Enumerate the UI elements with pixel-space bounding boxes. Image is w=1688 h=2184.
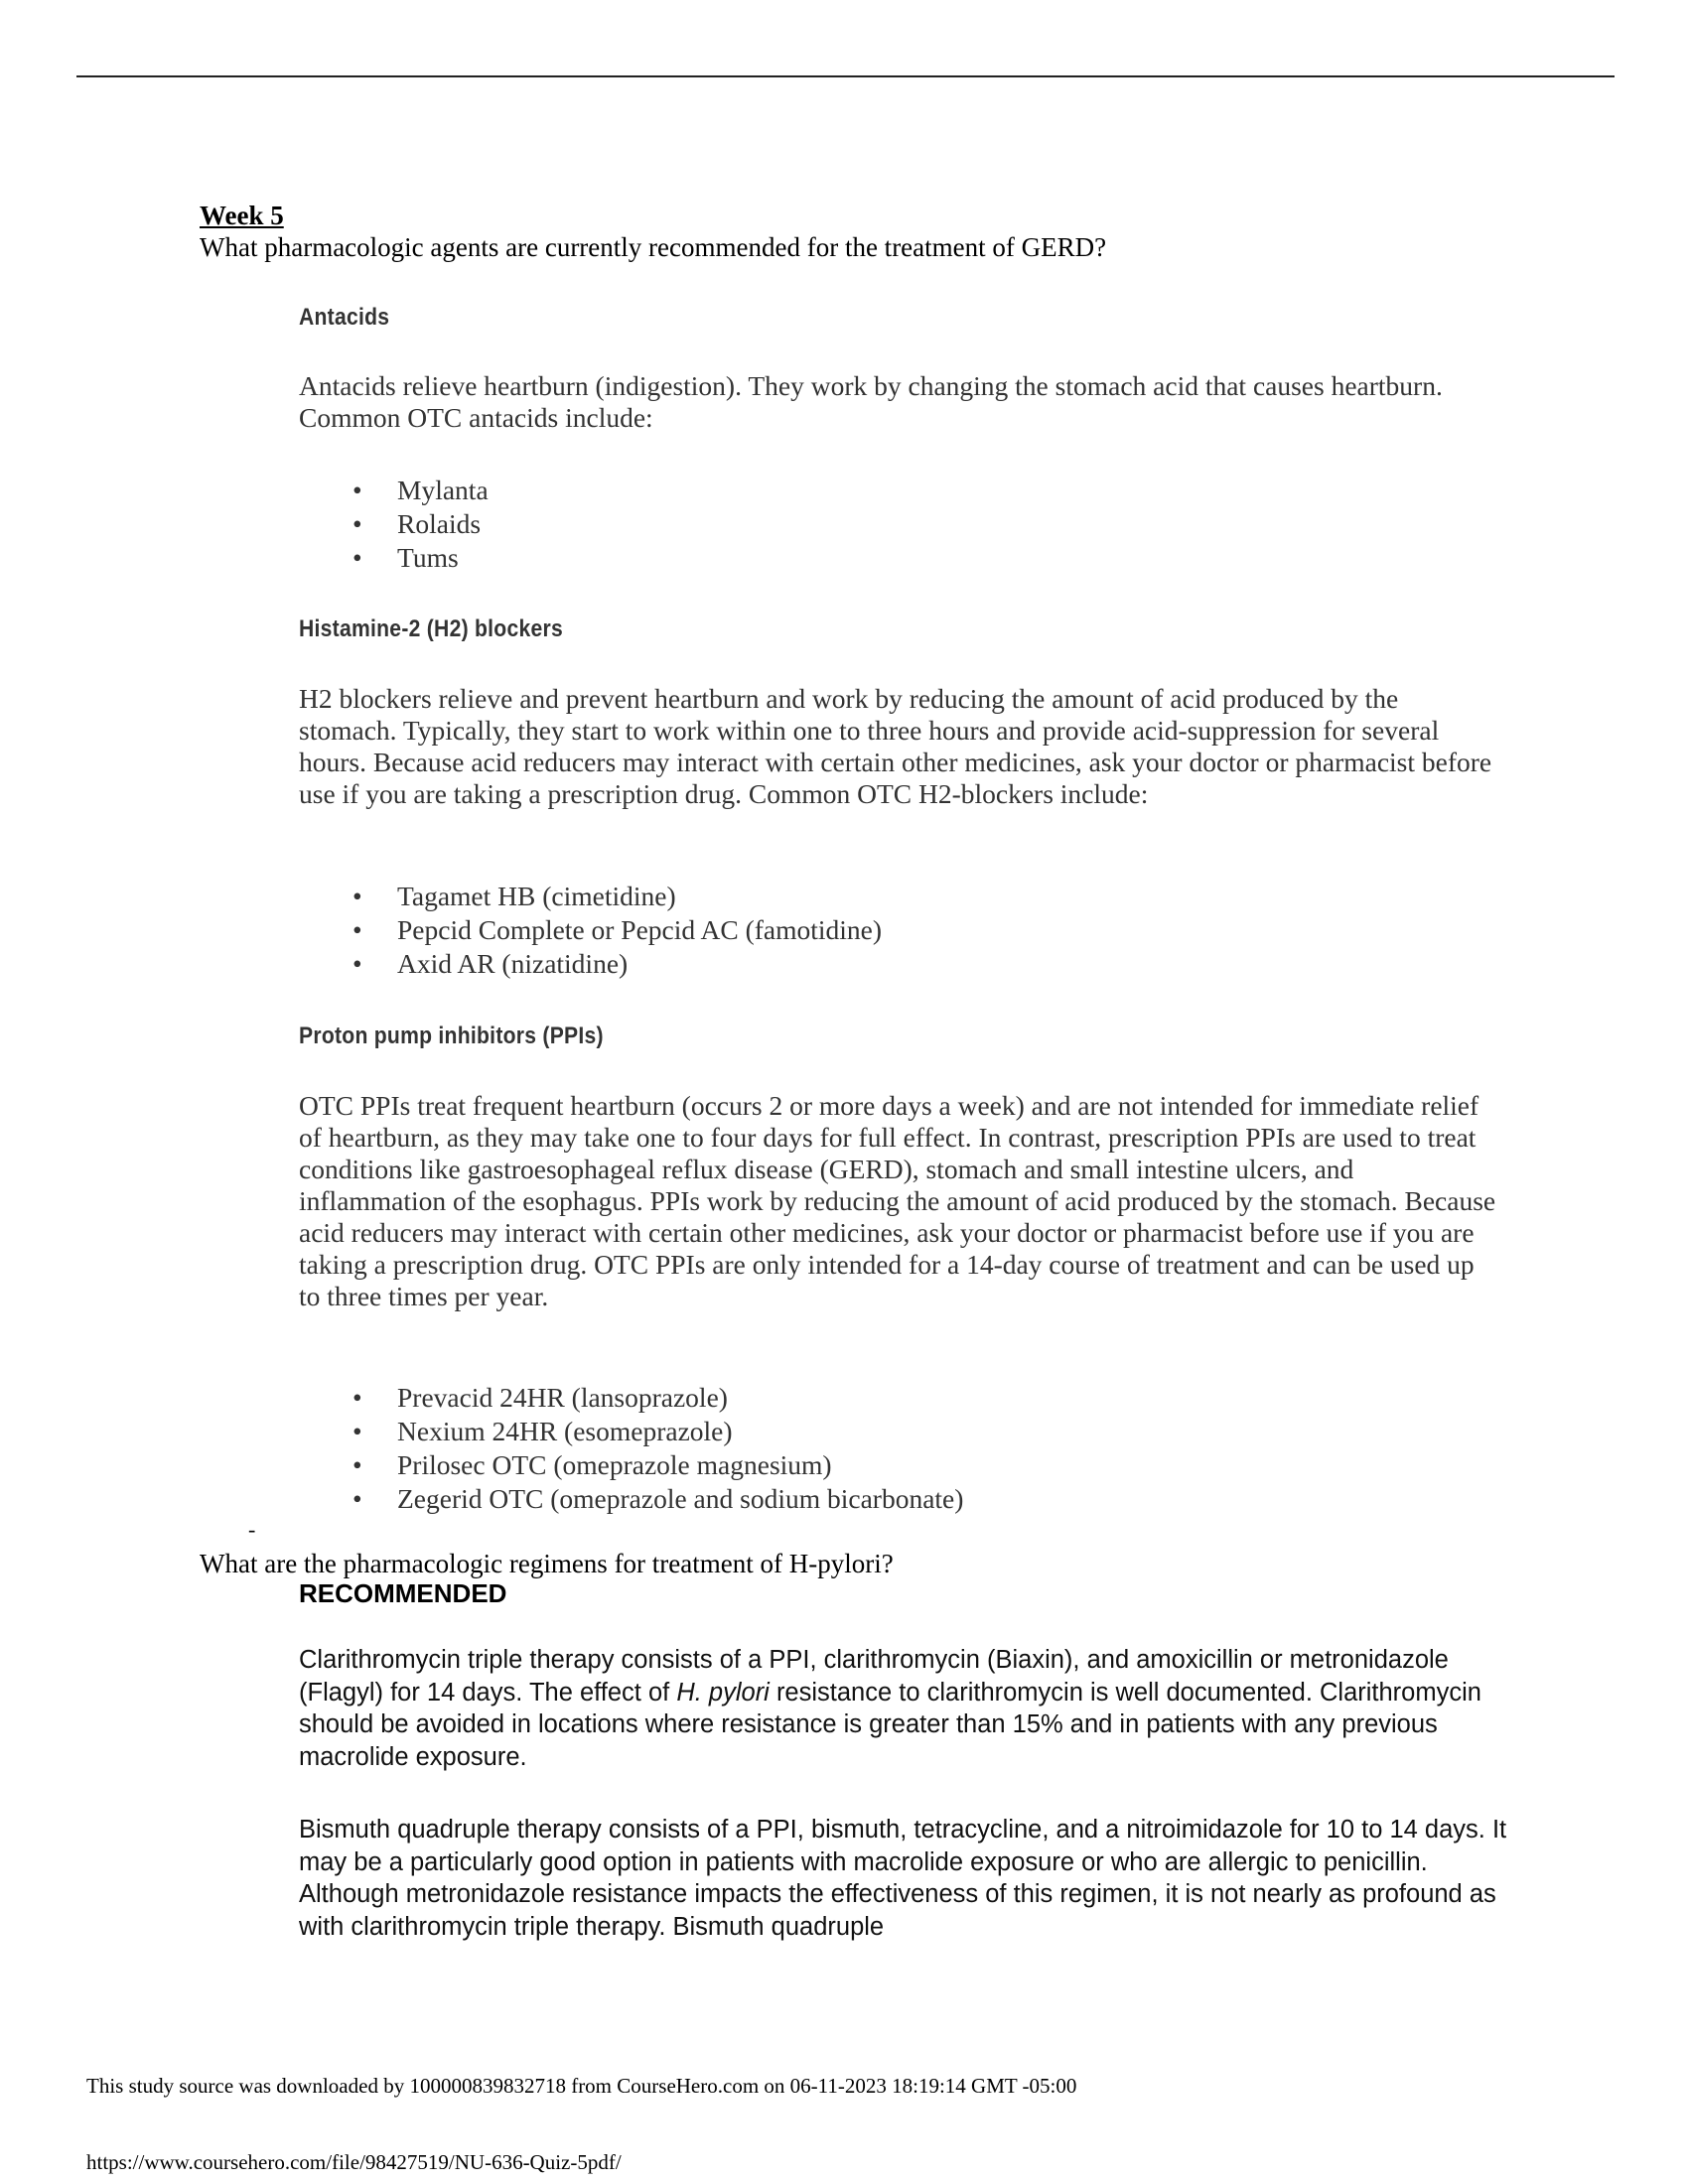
antacids-list: [299, 474, 489, 575]
list-item: [299, 947, 882, 981]
ppi-paragraph: OTC PPIs treat frequent heartburn (occurs 2 or more days a week) and are not intended for immediate relief of heartburn, as they may take one to four days for full effect. In contrast, prescription PPIs are used to treat conditions like gastroesophageal reflux disease (GERD), stomach and small intestine ulcers, and inflammation of the esophagus. PPIs work by reducing the amount of acid produced by the stomach. Because acid reducers may interact with certain other medicines, ask your doctor or pharmacist before use if you are taking a prescription drug. OTC PPIs are only intended for a 14-day course of treatment and can be used up to three times per year.: [299, 1090, 1496, 1311]
h-pylori-italic: H. pylori: [676, 1678, 770, 1706]
header-rule: [76, 75, 1615, 77]
question-h-pylori: What are the pharmacologic regimens for treatment of H-pylori?: [200, 1549, 894, 1578]
heading-antacids: Antacids: [299, 304, 390, 331]
bullet-icon: •: [352, 1449, 362, 1480]
heading-h2-blockers: Histamine-2 (H2) blockers: [299, 615, 563, 642]
list-item-text: Mylanta: [397, 475, 489, 505]
h2-list: [299, 880, 882, 981]
list-item: [299, 1415, 963, 1448]
bullet-icon: •: [352, 542, 362, 573]
list-item-text: Nexium 24HR (esomeprazole): [397, 1416, 733, 1446]
list-item: [299, 913, 882, 947]
h2-paragraph: H2 blockers relieve and prevent heartburn and work by reducing the amount of acid produced by the stomach. Typically, they start to work within one to three hours and provide acid-suppression for several hours. Because acid reducers may interact with certain other medicines, ask your doctor or pharmacist before use if you are taking a prescription drug. Common OTC H2-blockers include:: [299, 683, 1492, 809]
question-gerd: What pharmacologic agents are currently recommended for the treatment of GERD?: [200, 232, 1107, 262]
bullet-icon: •: [352, 475, 362, 505]
clarithromycin-paragraph: [299, 1644, 1510, 1774]
list-item-text: Prilosec OTC (omeprazole magnesium): [397, 1449, 832, 1480]
list-item-text: Axid AR (nizatidine): [397, 948, 629, 979]
list-item: [299, 1381, 963, 1415]
list-item: [299, 1448, 963, 1482]
recommended-heading: RECOMMENDED: [299, 1578, 507, 1608]
paragraph-text: resistance to clarithromycin is well documented. Clarithromycin should be avoided in locations where resistance is greater than 15% and in patients with any previous macrolide exposure.: [299, 1678, 1481, 1772]
bullet-icon: •: [352, 1483, 362, 1514]
list-item: [299, 474, 489, 507]
list-item: [299, 880, 882, 913]
bullet-icon: •: [352, 508, 362, 539]
bullet-icon: •: [352, 881, 362, 911]
dash-marker: -: [248, 1517, 256, 1542]
list-item: [299, 541, 489, 575]
list-item-text: Tums: [397, 542, 459, 573]
bullet-icon: •: [352, 1382, 362, 1413]
list-item-text: Zegerid OTC (omeprazole and sodium bicarbonate): [397, 1483, 964, 1514]
list-item-text: Tagamet HB (cimetidine): [397, 881, 676, 911]
ppi-list: [299, 1381, 963, 1516]
week-title: Week 5: [200, 201, 284, 230]
bullet-icon: •: [352, 948, 362, 979]
bullet-icon: •: [352, 914, 362, 945]
list-item: [299, 1482, 963, 1516]
list-item-text: Pepcid Complete or Pepcid AC (famotidine): [397, 914, 883, 945]
heading-ppis: Proton pump inhibitors (PPIs): [299, 1023, 604, 1049]
list-item: [299, 507, 489, 541]
list-item-text: Rolaids: [397, 508, 482, 539]
bismuth-paragraph: Bismuth quadruple therapy consists of a PPI, bismuth, tetracycline, and a nitroimidazole for 10 to 14 days. It may be a particularly good option in patients with macrolide exposure or who are allergic to penicillin. Although metronidazole resistance impacts the effectiveness of this regimen, it is not nearly as profound as with clarithromycin triple therapy. Bismuth quadruple: [299, 1816, 1507, 1942]
list-item-text: Prevacid 24HR (lansoprazole): [397, 1382, 728, 1413]
download-note: This study source was downloaded by 100000839832718 from CourseHero.com on 06-11-2023 18:19:14 GMT -05:00: [86, 2074, 1077, 2098]
antacids-paragraph: Antacids relieve heartburn (indigestion). They work by changing the stomach acid that causes heartburn. Common OTC antacids include:: [299, 370, 1443, 433]
source-url[interactable]: https://www.coursehero.com/file/98427519/NU-636-Quiz-5pdf/: [86, 2150, 622, 2174]
bullet-icon: •: [352, 1416, 362, 1446]
paragraph-text: Clarithromycin triple therapy consists of a PPI, clarithromycin (Biaxin), and amoxicillin or metronidazole (Flagyl) for 14 days. The effect of: [299, 1646, 1449, 1706]
